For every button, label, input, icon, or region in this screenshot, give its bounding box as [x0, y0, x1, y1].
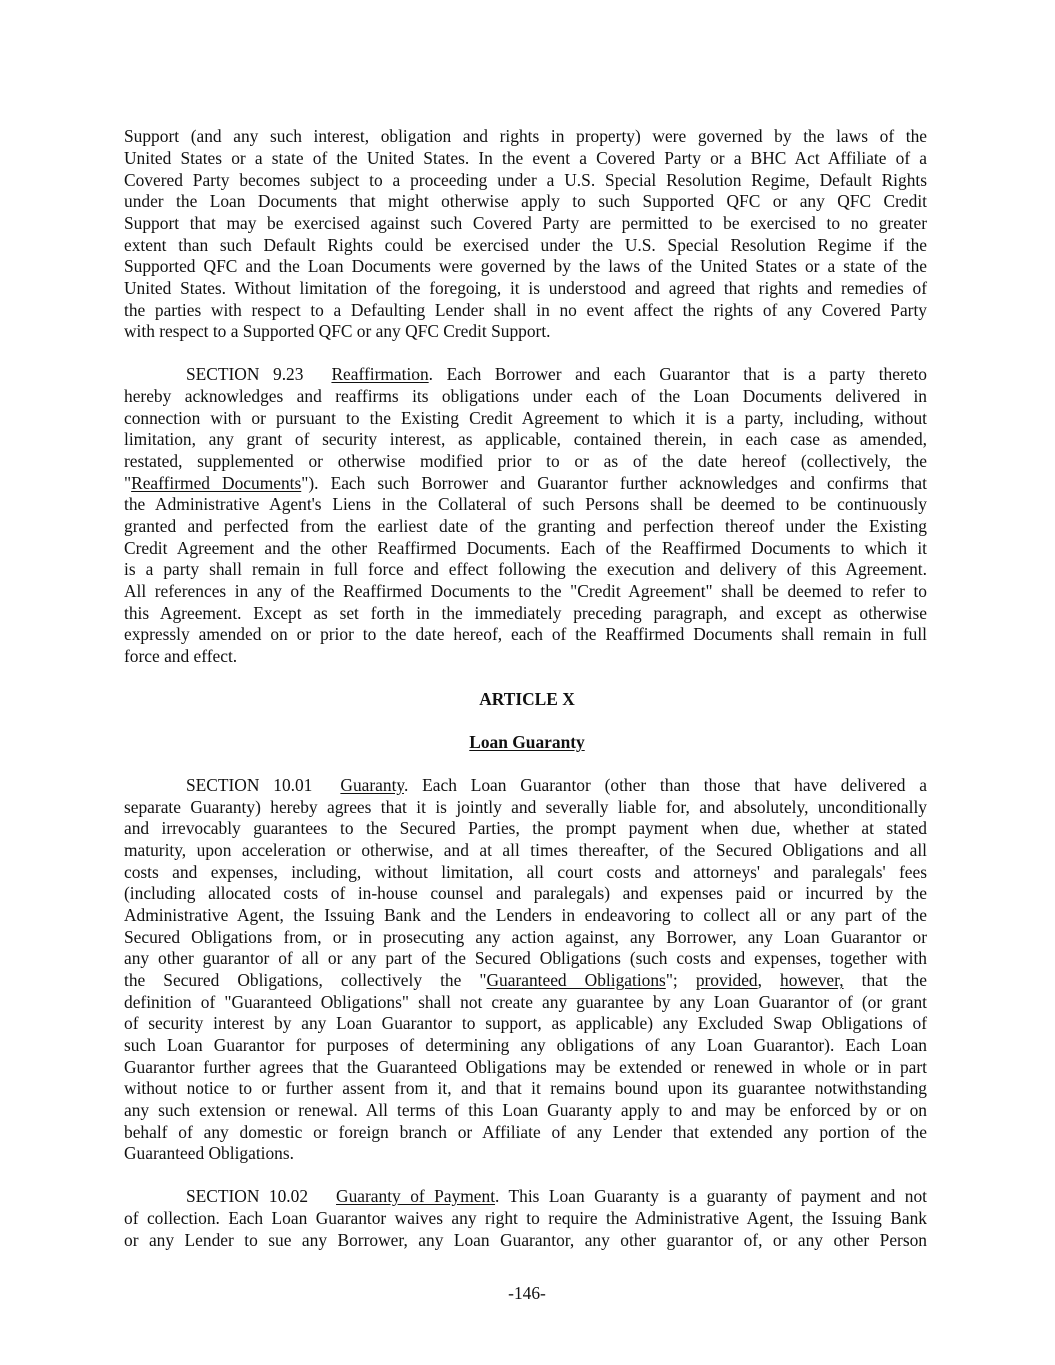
text-line: extent than such Default Rights could be exercised under the U.S. Special Resolution Regime if the [124, 235, 927, 255]
text-line: limitation, any grant of security interest, as applicable, contained therein, in each case as amended, [124, 429, 927, 449]
section-number: SECTION 10.01 [186, 775, 313, 795]
article-subtitle [124, 731, 930, 753]
text-line: such Loan Guarantor for purposes of determining any obligations of any Loan Guarantor). Each Loan [124, 1035, 927, 1055]
text-run: the Secured Obligations, collectively the " [124, 970, 487, 990]
text-line: is a party shall remain in full force and effect following the execution and delivery of this Agreement. [124, 559, 927, 579]
section-heading-line [186, 363, 927, 385]
text-run: , [757, 970, 781, 990]
section-heading-line [186, 1185, 927, 1207]
text-line: force and effect. [124, 646, 238, 666]
text-line: under the Loan Documents that might otherwise apply to such Supported QFC or any QFC Credit [124, 191, 927, 211]
section-number: SECTION 10.02 [186, 1186, 309, 1206]
text-line: maturity, upon acceleration or otherwise, and at all times thereafter, of the Secured Obligations and all [124, 840, 927, 860]
page-number: -146- [508, 1283, 546, 1303]
text-line: Credit Agreement and the other Reaffirmed Documents. Each of the Reaffirmed Documents to which it [124, 538, 927, 558]
text-line: behalf of any domestic or foreign branch or Affiliate of any Lender that extended any portion of the [124, 1122, 927, 1142]
text-line: connection with or pursuant to the Existing Credit Agreement to which it is a party, including, without [124, 408, 927, 428]
text-line: hereby acknowledges and reaffirms its obligations under each of the Loan Documents delivered in [124, 386, 927, 406]
however-term: however, [780, 970, 844, 990]
text-line: United States. Without limitation of the foregoing, it is understood and agreed that rights and remedies of [124, 278, 927, 298]
text-line: United States or a state of the United States. In the event a Covered Party or a BHC Act Affiliate of a [124, 148, 927, 168]
text-line: definition of "Guaranteed Obligations" shall not create any guarantee by any Loan Guarantor of (or grant [124, 992, 927, 1012]
text-run: . Each Borrower and each Guarantor that is a party thereto [428, 364, 927, 384]
text-line: the Administrative Agent's Liens in the Collateral of such Persons shall be deemed to be continuously [124, 494, 927, 514]
text-run: "). Each such Borrower and Guarantor further acknowledges and confirms that [301, 473, 927, 493]
text-line: any such extension or renewal. All terms of this Loan Guaranty apply to and may be enforced by or on [124, 1100, 927, 1120]
text-line: or any Lender to sue any Borrower, any Loan Guarantor, any other guarantor of, or any other Person [124, 1230, 927, 1250]
text-line: granted and perfected from the earliest date of the granting and perfection thereof under the Existing [124, 516, 927, 536]
text-line: Administrative Agent, the Issuing Bank and the Lenders in endeavoring to collect all or any part of the [124, 905, 927, 925]
defined-term: Guaranteed Obligations [486, 970, 666, 990]
text-line: All references in any of the Reaffirmed Documents to the "Credit Agreement" shall be deemed to refer to [124, 581, 927, 601]
text-line: restated, supplemented or otherwise modified prior to or as of the date hereof (collectively, the [124, 451, 927, 471]
text-line: this Agreement. Except as set forth in the immediately preceding paragraph, and except as otherwise [124, 603, 927, 623]
section-number: SECTION 9.23 [186, 364, 304, 384]
text-line: Support (and any such interest, obligation and rights in property) were governed by the laws of the [124, 126, 927, 146]
section-title: Reaffirmation [331, 364, 429, 384]
text-run: that the [843, 970, 927, 990]
text-line: Covered Party becomes subject to a proceeding under a U.S. Special Resolution Regime, Default Rights [124, 170, 927, 190]
text-run: . This Loan Guaranty is a guaranty of payment and not [495, 1186, 927, 1206]
text-run: " [124, 473, 132, 493]
article-subtitle-text: Loan Guaranty [469, 732, 585, 752]
text-line: with respect to a Supported QFC or any QFC Credit Support. [124, 321, 551, 341]
text-line: of collection. Each Loan Guarantor waives any right to require the Administrative Agent, the Issuing Bank [124, 1208, 927, 1228]
section-heading-line [186, 774, 927, 796]
text-line: any other guarantor of all or any part of the Secured Obligations (such costs and expenses, together with [124, 948, 927, 968]
text-line: Guaranteed Obligations. [124, 1143, 294, 1163]
text-line [124, 969, 927, 991]
section-title: Guaranty of Payment [336, 1186, 496, 1206]
text-line: (including allocated costs of in-house counsel and paralegals) and expenses paid or incurred by the [124, 883, 927, 903]
article-title: ARTICLE X [479, 689, 575, 709]
text-line: Supported QFC and the Loan Documents were governed by the laws of the United States or a state of the [124, 256, 927, 276]
section-title: Guaranty [340, 775, 404, 795]
text-line: of security interest by any Loan Guarantor to support, as applicable) any Excluded Swap Obligations of [124, 1013, 927, 1033]
text-line: separate Guaranty) hereby agrees that it is jointly and severally liable for, and absolutely, unconditionally [124, 797, 927, 817]
text-run: . Each Loan Guarantor (other than those that have delivered a [403, 775, 928, 795]
text-line: without notice to or further assent from it, and that it remains bound upon its guarantee notwithstanding [124, 1078, 927, 1098]
text-line: costs and expenses, including, without limitation, all court costs and attorneys' and paralegals' fees [124, 862, 927, 882]
text-line: expressly amended on or prior to the date hereof, each of the Reaffirmed Documents shall remain in full [124, 624, 927, 644]
text-line: Support that may be exercised against such Covered Party are permitted to be exercised to no greater [124, 213, 927, 233]
text-line [124, 472, 927, 494]
provided-term: provided [695, 970, 758, 990]
text-run: "; [665, 970, 696, 990]
text-line: the parties with respect to a Defaulting Lender shall in no event affect the rights of any Covered Party [124, 300, 927, 320]
text-line: Guarantor further agrees that the Guaranteed Obligations may be extended or renewed in whole or in part [124, 1057, 927, 1077]
text-line: Secured Obligations from, or in prosecuting any action against, any Borrower, any Loan Guarantor or [124, 927, 927, 947]
text-line: and irrevocably guarantees to the Secured Parties, the prompt payment when due, whether at stated [124, 818, 927, 838]
defined-term: Reaffirmed Documents [131, 473, 302, 493]
